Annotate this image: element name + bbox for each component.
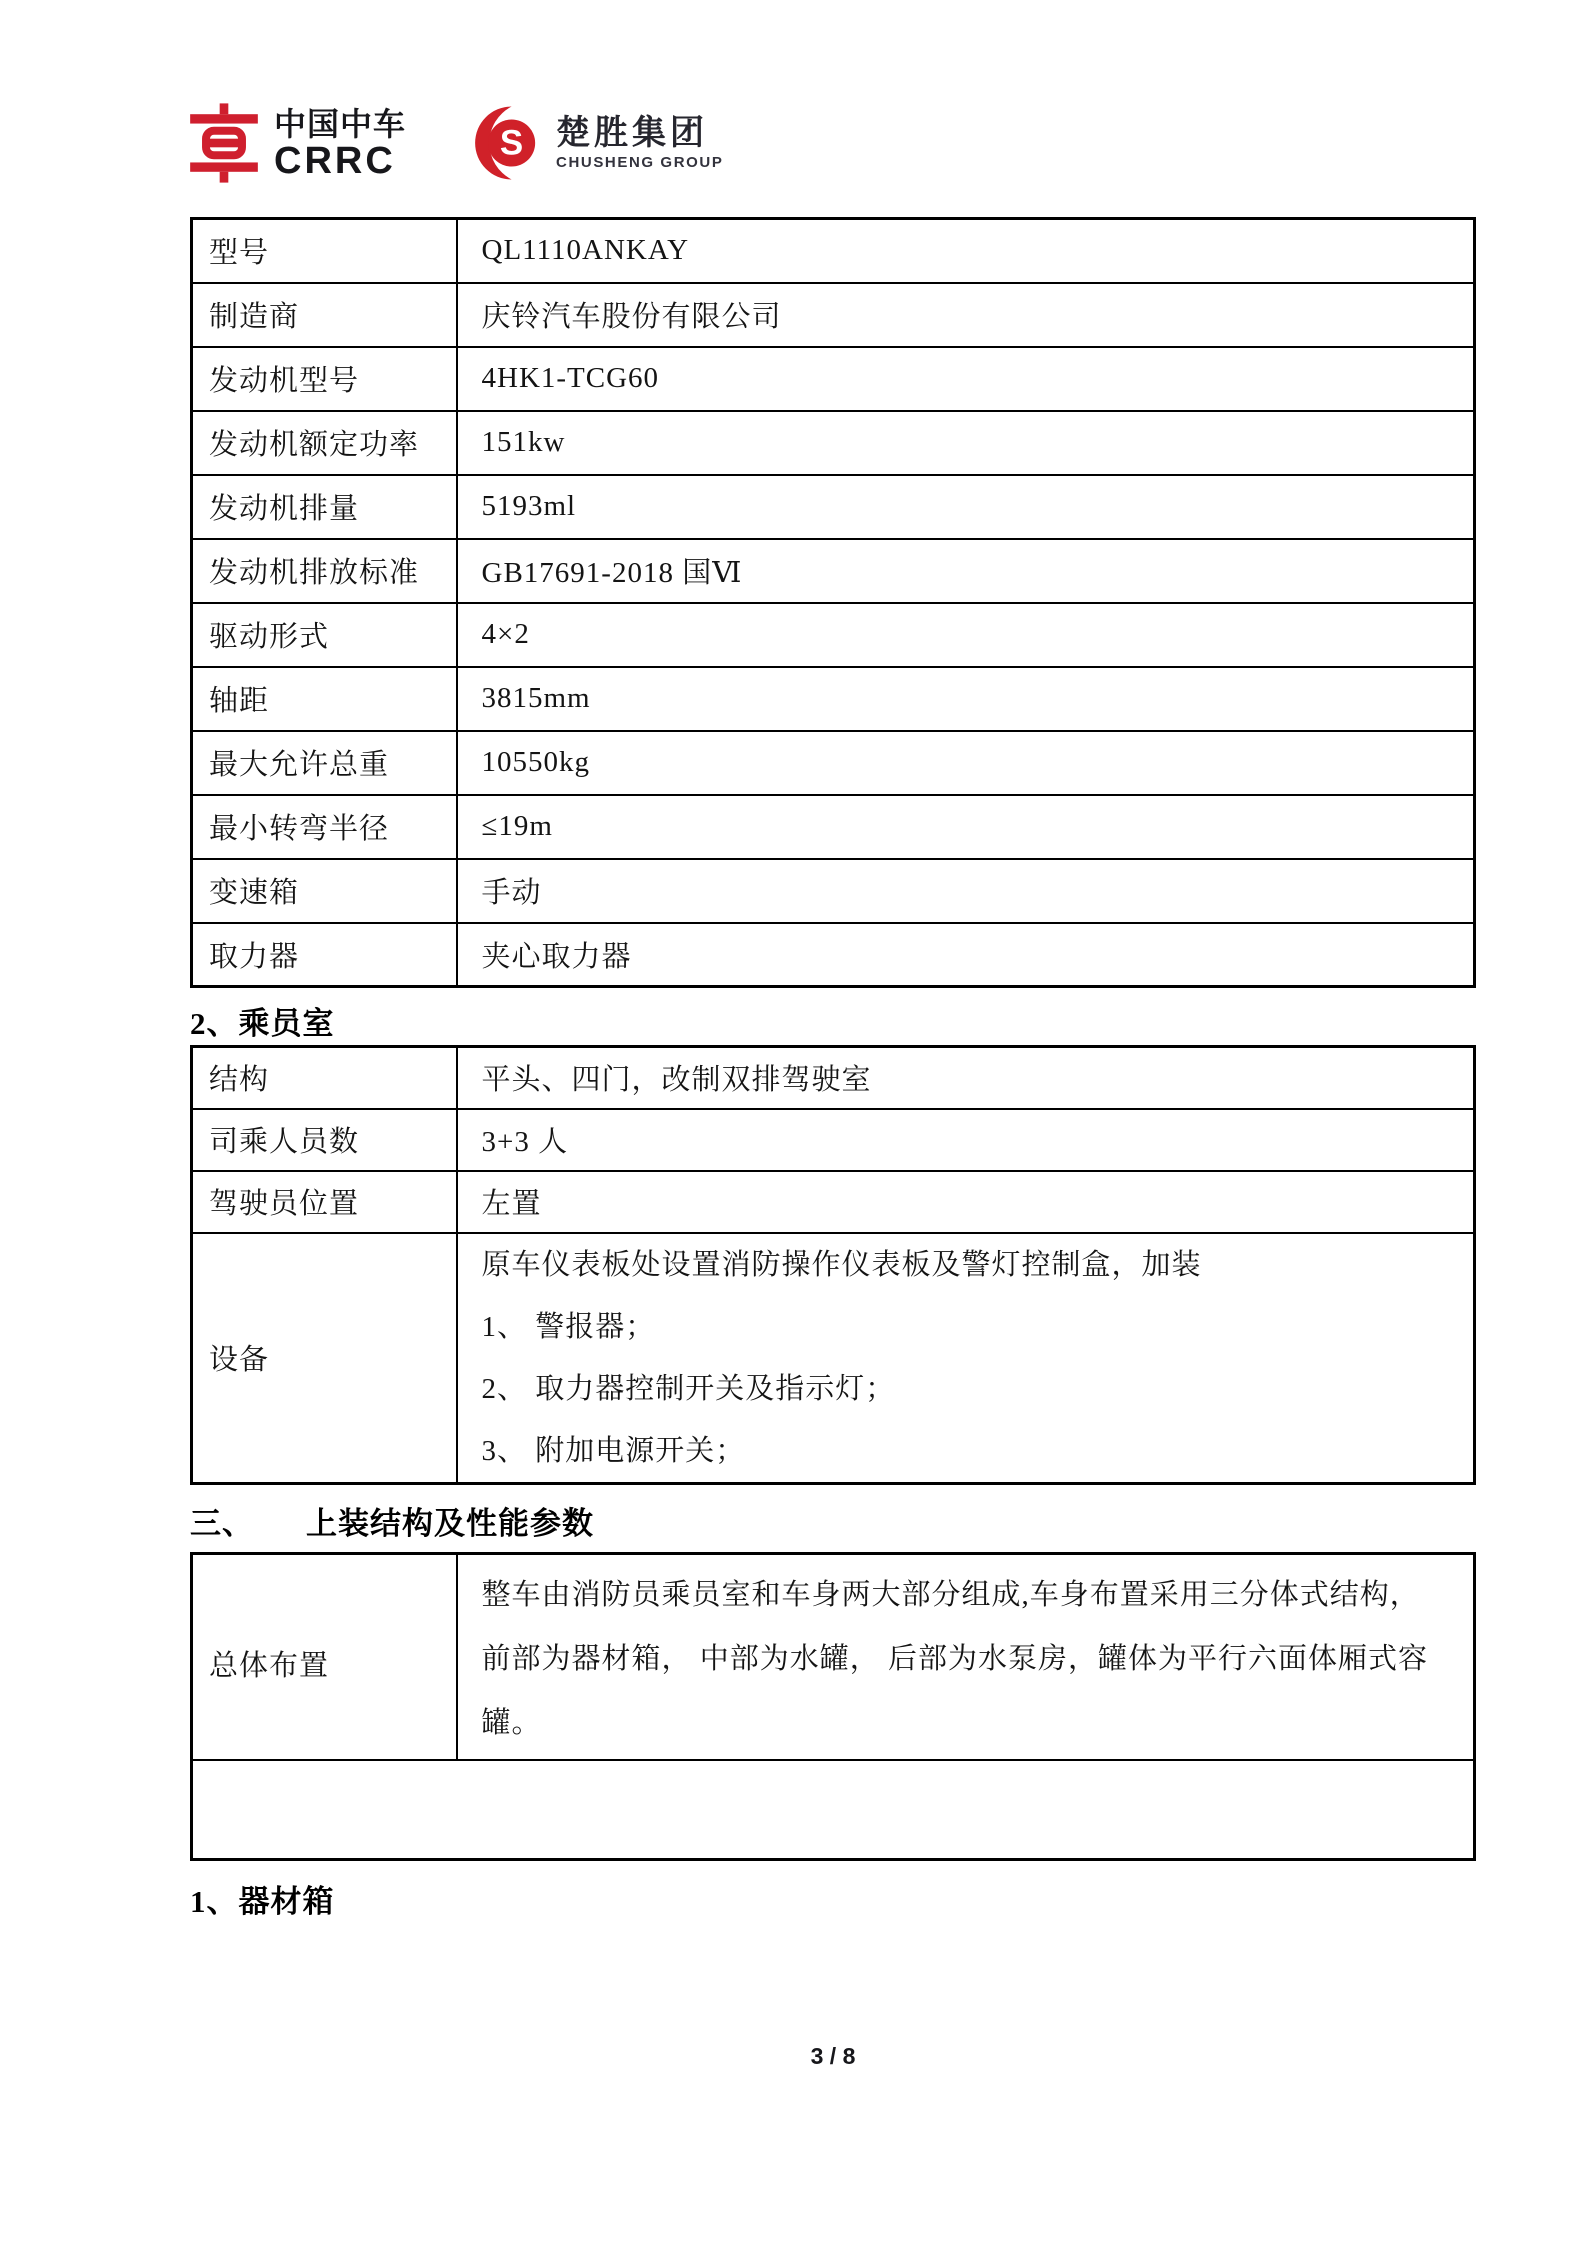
row-label: 取力器: [192, 923, 457, 987]
row-label: 型号: [192, 219, 457, 283]
row-label: 驾驶员位置: [192, 1171, 457, 1233]
chassis-spec-table: [190, 217, 1476, 988]
page-number: 3 / 8: [810, 2043, 856, 2069]
row-value: 平头、四门，改制双排驾驶室: [457, 1047, 1475, 1109]
table-row: [192, 475, 1475, 539]
row-value: 10550kg: [457, 731, 1475, 795]
row-label: 发动机排量: [192, 475, 457, 539]
section-index: 三、: [190, 1506, 254, 1541]
chusheng-logo-icon: [466, 101, 542, 185]
row-label: 总体布置: [192, 1554, 457, 1760]
row-value: 庆铃汽车股份有限公司: [457, 283, 1475, 347]
row-value: 4×2: [457, 603, 1475, 667]
table-row: [192, 347, 1475, 411]
crrc-name-en: CRRC: [274, 140, 396, 182]
row-label: 发动机排放标准: [192, 539, 457, 603]
svg-text:S: S: [499, 123, 524, 163]
row-value: GB17691-2018 国Ⅵ: [457, 539, 1475, 603]
row-label: 变速箱: [192, 859, 457, 923]
crew-table: [190, 1045, 1476, 1485]
table-row: [192, 1047, 1475, 1109]
equipment-row: [192, 1233, 1475, 1484]
table-row: [192, 1171, 1475, 1233]
equipment-line: 2、 取力器控制开关及指示灯；: [481, 1372, 896, 1405]
layout-lines: [457, 1554, 1475, 1760]
row-value: QL1110ANKAY: [457, 219, 1475, 283]
row-value: ≤19m: [457, 795, 1475, 859]
logo-bar: [188, 100, 723, 186]
chusheng-wordmark: [556, 113, 723, 173]
row-label: 制造商: [192, 283, 457, 347]
equipment-box-heading: 1、器材箱: [190, 1884, 335, 1919]
row-value: 夹心取力器: [457, 923, 1475, 987]
overall-layout-table: [190, 1552, 1476, 1861]
chusheng-name-en: CHUSHENG GROUP: [556, 154, 724, 171]
layout-line: 整车由消防员乘员室和车身两大部分组成,车身布置采用三分体式结构，: [481, 1578, 1420, 1611]
table-row: [192, 219, 1475, 283]
row-label: 驱动形式: [192, 603, 457, 667]
table-row: [192, 1109, 1475, 1171]
row-label: 最大允许总重: [192, 731, 457, 795]
row-label: 设备: [192, 1233, 457, 1484]
row-value: 手动: [457, 859, 1475, 923]
equipment-line: 原车仪表板处设置消防操作仪表板及警灯控制盒，加装: [481, 1248, 1202, 1281]
row-label: 发动机型号: [192, 347, 457, 411]
superstructure-section-heading: [190, 1498, 594, 1543]
row-value: 5193ml: [457, 475, 1475, 539]
row-value: 3815mm: [457, 667, 1475, 731]
layout-line: 前部为器材箱， 中部为水罐， 后部为水泵房，罐体为平行六面体厢式容: [481, 1642, 1429, 1675]
table-row: [192, 731, 1475, 795]
row-label: 轴距: [192, 667, 457, 731]
row-value: 151kw: [457, 411, 1475, 475]
section-title: 上装结构及性能参数: [306, 1506, 594, 1541]
table-row: [192, 539, 1475, 603]
row-label: 结构: [192, 1047, 457, 1109]
empty-cell: [192, 1760, 1475, 1860]
table-row: [192, 859, 1475, 923]
row-label: 司乘人员数: [192, 1109, 457, 1171]
crrc-name-cn: 中国中车: [274, 106, 407, 142]
crew-section-heading: 2、乘员室: [190, 1006, 335, 1041]
row-label: 发动机额定功率: [192, 411, 457, 475]
table-row: [192, 667, 1475, 731]
equipment-lines: [457, 1233, 1475, 1484]
equipment-line: 1、 警报器；: [481, 1310, 656, 1343]
crrc-logo-icon: [188, 103, 260, 183]
table-row: [192, 1554, 1475, 1760]
empty-row: [192, 1760, 1475, 1860]
row-value: 左置: [457, 1171, 1475, 1233]
table-row: [192, 283, 1475, 347]
layout-line: 罐。: [481, 1706, 542, 1739]
crrc-wordmark: [274, 106, 406, 180]
chusheng-name-cn: 楚胜集团: [556, 114, 709, 152]
table-row: [192, 603, 1475, 667]
table-row: [192, 795, 1475, 859]
row-label: 最小转弯半径: [192, 795, 457, 859]
row-value: 3+3 人: [457, 1109, 1475, 1171]
row-value: 4HK1-TCG60: [457, 347, 1475, 411]
table-row: [192, 923, 1475, 987]
table-row: [192, 411, 1475, 475]
equipment-line: 3、 附加电源开关；: [481, 1434, 746, 1467]
